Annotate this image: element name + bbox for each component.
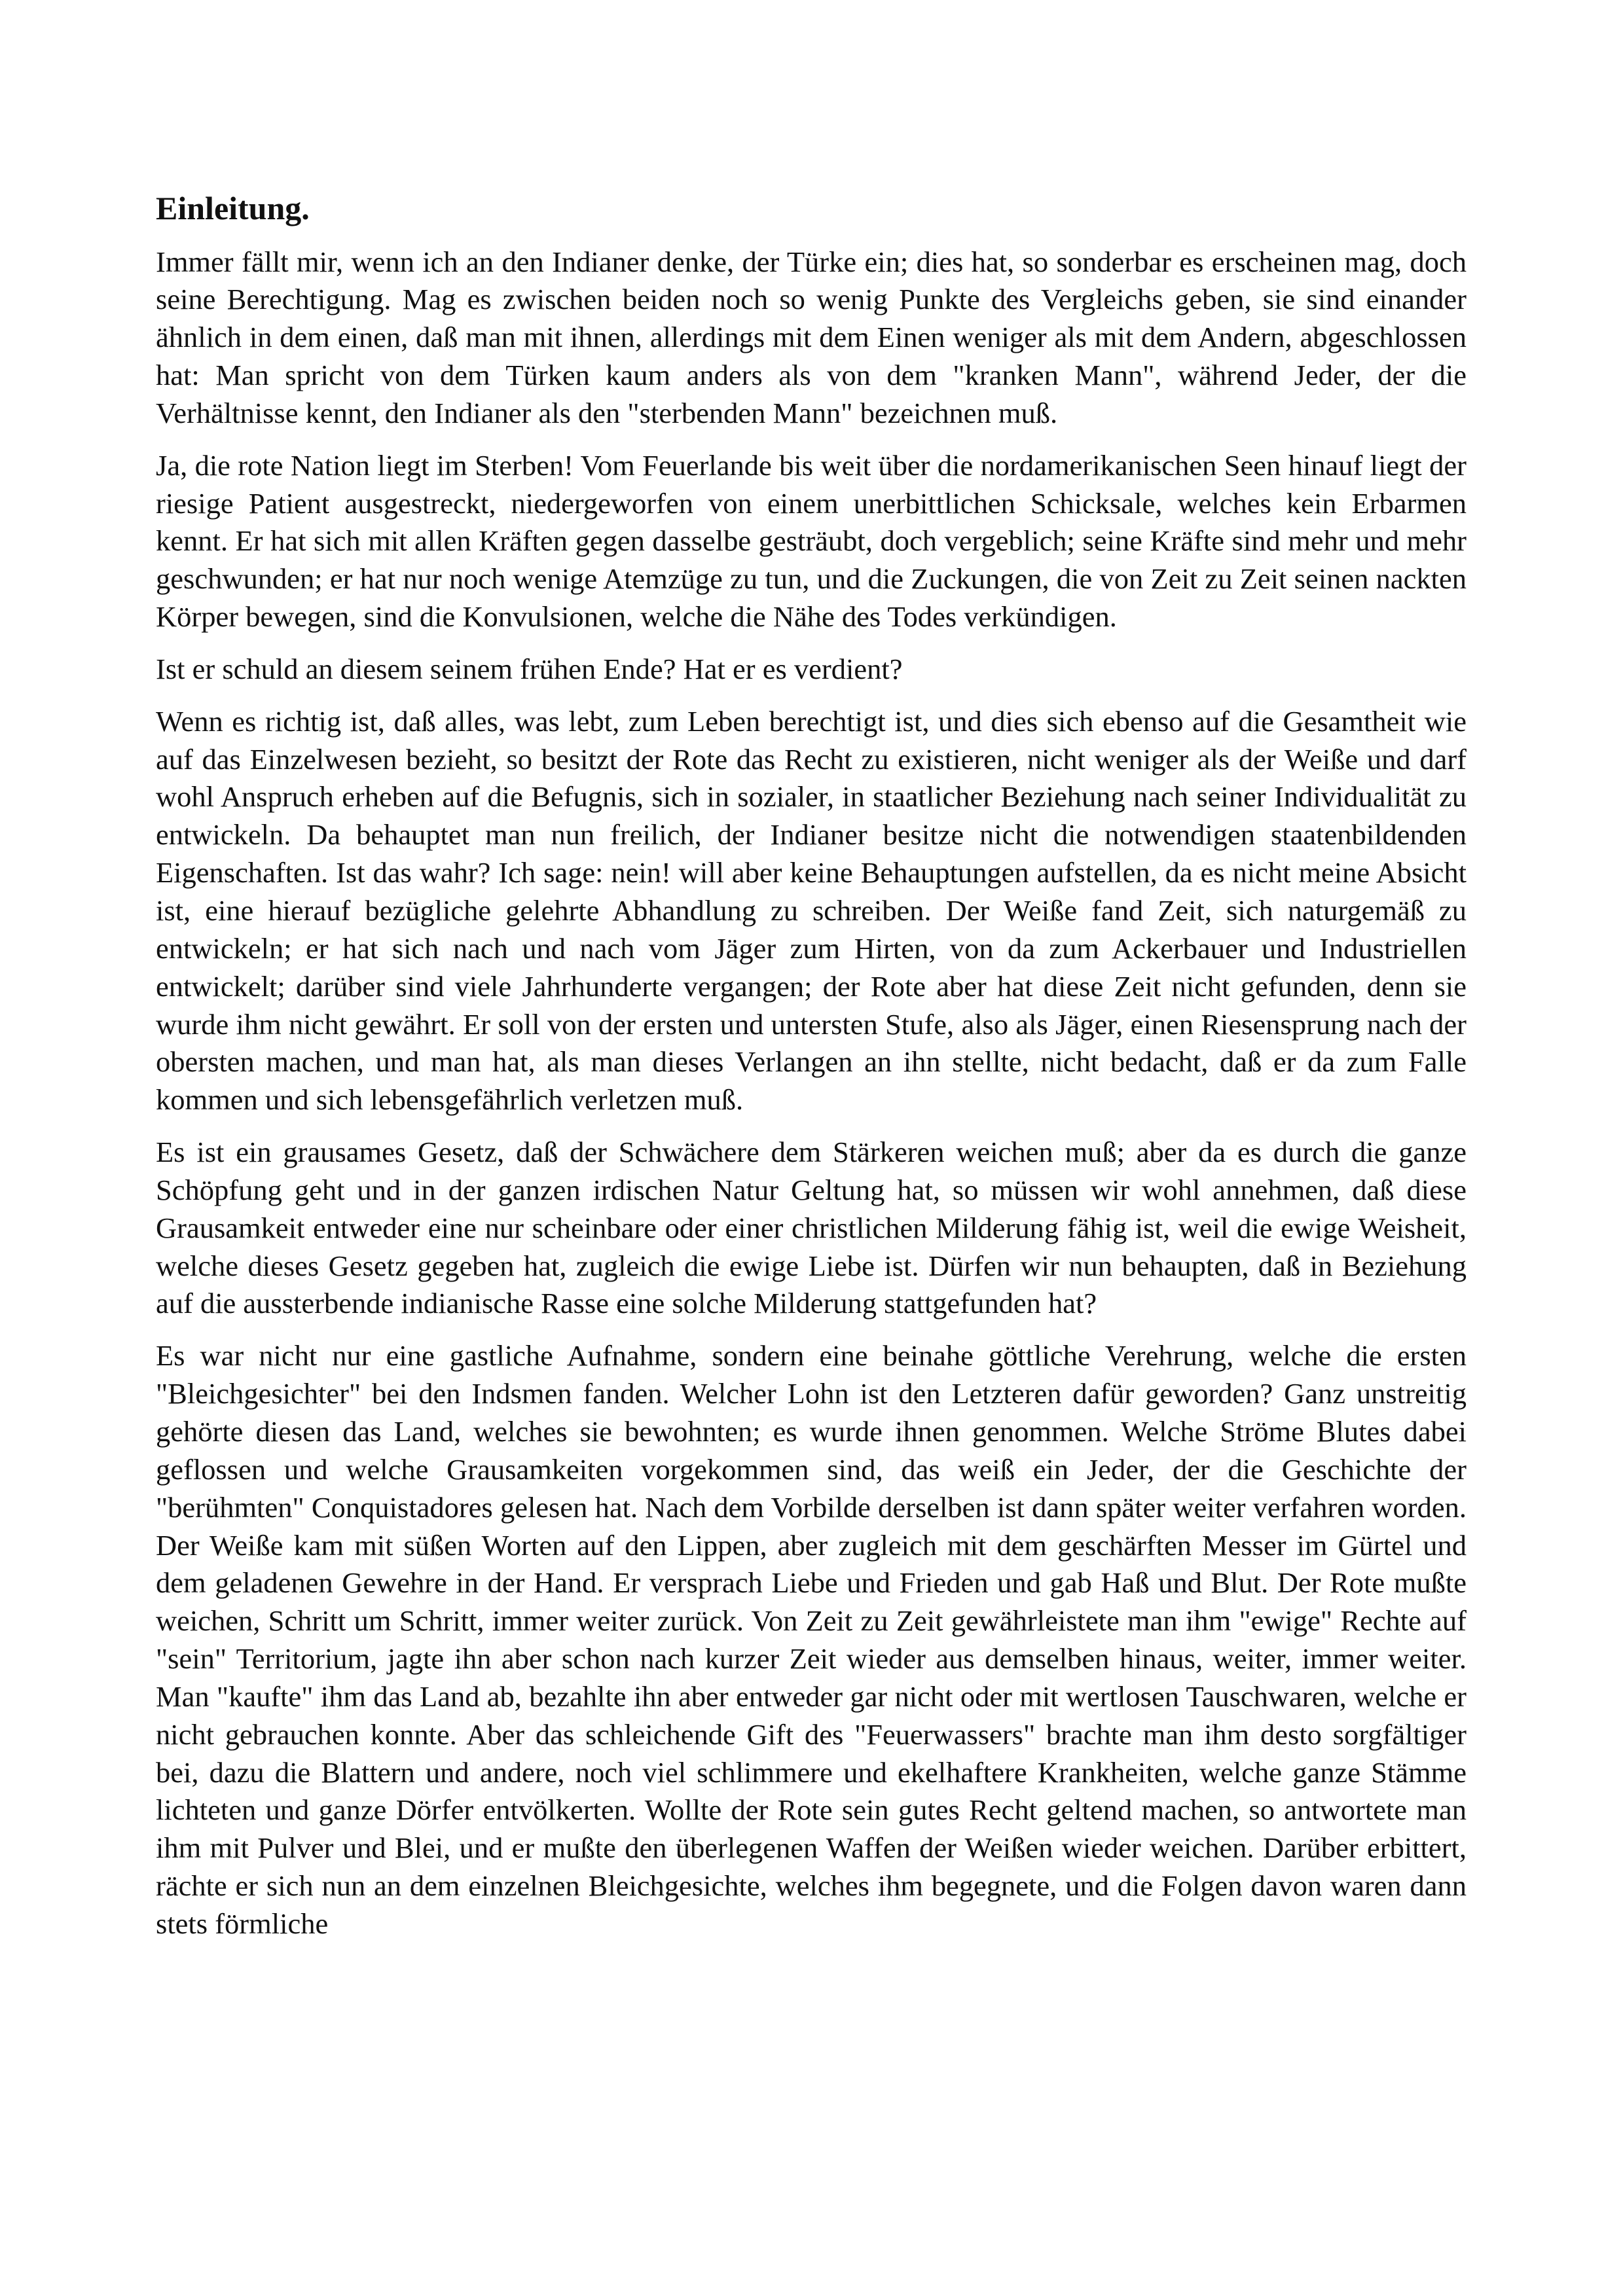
- paragraph-2: Ja, die rote Nation liegt im Sterben! Vom Feuerlande bis weit über die nordamerikanischen Seen hinauf liegt der riesige Patient ausgestreckt, niedergeworfen von einem unerbittlichen Schicksale, welches kein Erbarmen kennt. Er hat sich mit allen Kräften gegen dasselbe gesträubt, doch vergeblich; seine Kräfte sind mehr und mehr geschwunden; er hat nur noch wenige Atemzüge zu tun, und die Zuckungen, die von Zeit zu Zeit seinen nackten Körper bewegen, sind die Konvulsionen, welche die Nähe des Todes verkündigen.: [156, 448, 1467, 634]
- page-content: [156, 190, 1467, 1958]
- paragraph-1: Immer fällt mir, wenn ich an den Indianer denke, der Türke ein; dies hat, so sonderbar es erscheinen mag, doch seine Berechtigung. Mag es zwischen beiden noch so wenig Punkte des Vergleichs geben, sie sind einander ähnlich in dem einen, daß man mit ihnen, allerdings mit dem Einen weniger als mit dem Andern, abgeschlossen hat: Man spricht von dem Türken kaum anders als von dem "kranken Mann", während Jeder, der die Verhältnisse kennt, den Indianer als den "sterbenden Mann" bezeichnen muß.: [156, 245, 1467, 429]
- chapter-heading: Einleitung.: [156, 190, 310, 226]
- paragraph-4: Wenn es richtig ist, daß alles, was lebt, zum Leben berechtigt ist, und dies sich ebenso auf die Gesamtheit wie auf das Einzelwesen bezieht, so besitzt der Rote das Recht zu existieren, nicht weniger als der Weiße und darf wohl Anspruch erheben auf die Befugnis, sich in sozialer, in staatlicher Beziehung nach seiner Individualität zu entwickeln. Da behauptet man nun freilich, der Indianer besitze nicht die notwendigen staatenbildenden Eigenschaften. Ist das wahr? Ich sage: nein! will aber keine Behauptungen aufstellen, da es nicht meine Absicht ist, eine hierauf bezügliche gelehrte Abhandlung zu schreiben. Der Weiße fand Zeit, sich naturgemäß zu entwickeln; er hat sich nach und nach vom Jäger zum Hirten, von da zum Ackerbauer und Industriellen entwickelt; darüber sind viele Jahrhunderte vergangen; der Rote aber hat diese Zeit nicht gefunden, denn sie wurde ihm nicht gewährt. Er soll von der ersten und untersten Stufe, also als Jäger, einen Riesensprung nach der obersten machen, und man hat, als man dieses Verlangen an ihn stellte, nicht bedacht, daß er da zum Falle kommen und sich lebensgefährlich verletzen muß.: [156, 704, 1467, 1117]
- paragraph-3: Ist er schuld an diesem seinem frühen Ende? Hat er es verdient?: [156, 652, 903, 685]
- paragraph-5: Es ist ein grausames Gesetz, daß der Schwächere dem Stärkeren weichen muß; aber da es durch die ganze Schöpfung geht und in der ganzen irdischen Natur Geltung hat, so müssen wir wohl annehmen, daß diese Grausamkeit entweder eine nur scheinbare oder einer christlichen Milderung fähig ist, weil die ewige Weisheit, welche dieses Gesetz gegeben hat, zugleich die ewige Liebe ist. Dürfen wir nun behaupten, daß in Beziehung auf die aussterbende indianische Rasse eine solche Milderung stattgefunden hat?: [156, 1136, 1467, 1320]
- paragraph-6: Es war nicht nur eine gastliche Aufnahme, sondern eine beinahe göttliche Verehrung, welche die ersten "Bleichgesichter" bei den Indsmen fanden. Welcher Lohn ist den Letzteren dafür geworden? Ganz unstreitig gehörte diesen das Land, welches sie bewohnten; es wurde ihnen genommen. Welche Ströme Blutes dabei geflossen und welche Grausamkeiten vorgekommen sind, das weiß ein Jeder, der die Geschichte der "berühmten" Conquistadores gelesen hat. Nach dem Vorbilde derselben ist dann später weiter verfahren worden. Der Weiße kam mit süßen Worten auf den Lippen, aber zugleich mit dem geschärften Messer im Gürtel und dem geladenen Gewehre in der Hand. Er versprach Liebe und Frieden und gab Haß und Blut. Der Rote mußte weichen, Schritt um Schritt, immer weiter zurück. Von Zeit zu Zeit gewährleistete man ihm "ewige" Rechte auf "sein" Territorium, jagte ihn aber schon nach kurzer Zeit wieder aus demselben hinaus, weiter, immer weiter. Man "kaufte" ihm das Land ab, bezahlte ihn aber entweder gar nicht oder mit wertlosen Tauschwaren, welche er nicht gebrauchen konnte. Aber das schleichende Gift des "Feuerwassers" brachte man ihm desto sorgfältiger bei, dazu die Blattern und andere, noch viel schlimmere und ekelhaftere Krankheiten, welche ganze Stämme lichteten und ganze Dörfer entvölkerten. Wollte der Rote sein gutes Recht geltend machen, so antwortete man ihm mit Pulver und Blei, und er mußte den überlegenen Waffen der Weißen wieder weichen. Darüber erbittert, rächte er sich nun an dem einzelnen Bleichgesichte, welches ihm begegnete, und die Folgen davon waren dann stets förmliche: [156, 1339, 1467, 1940]
